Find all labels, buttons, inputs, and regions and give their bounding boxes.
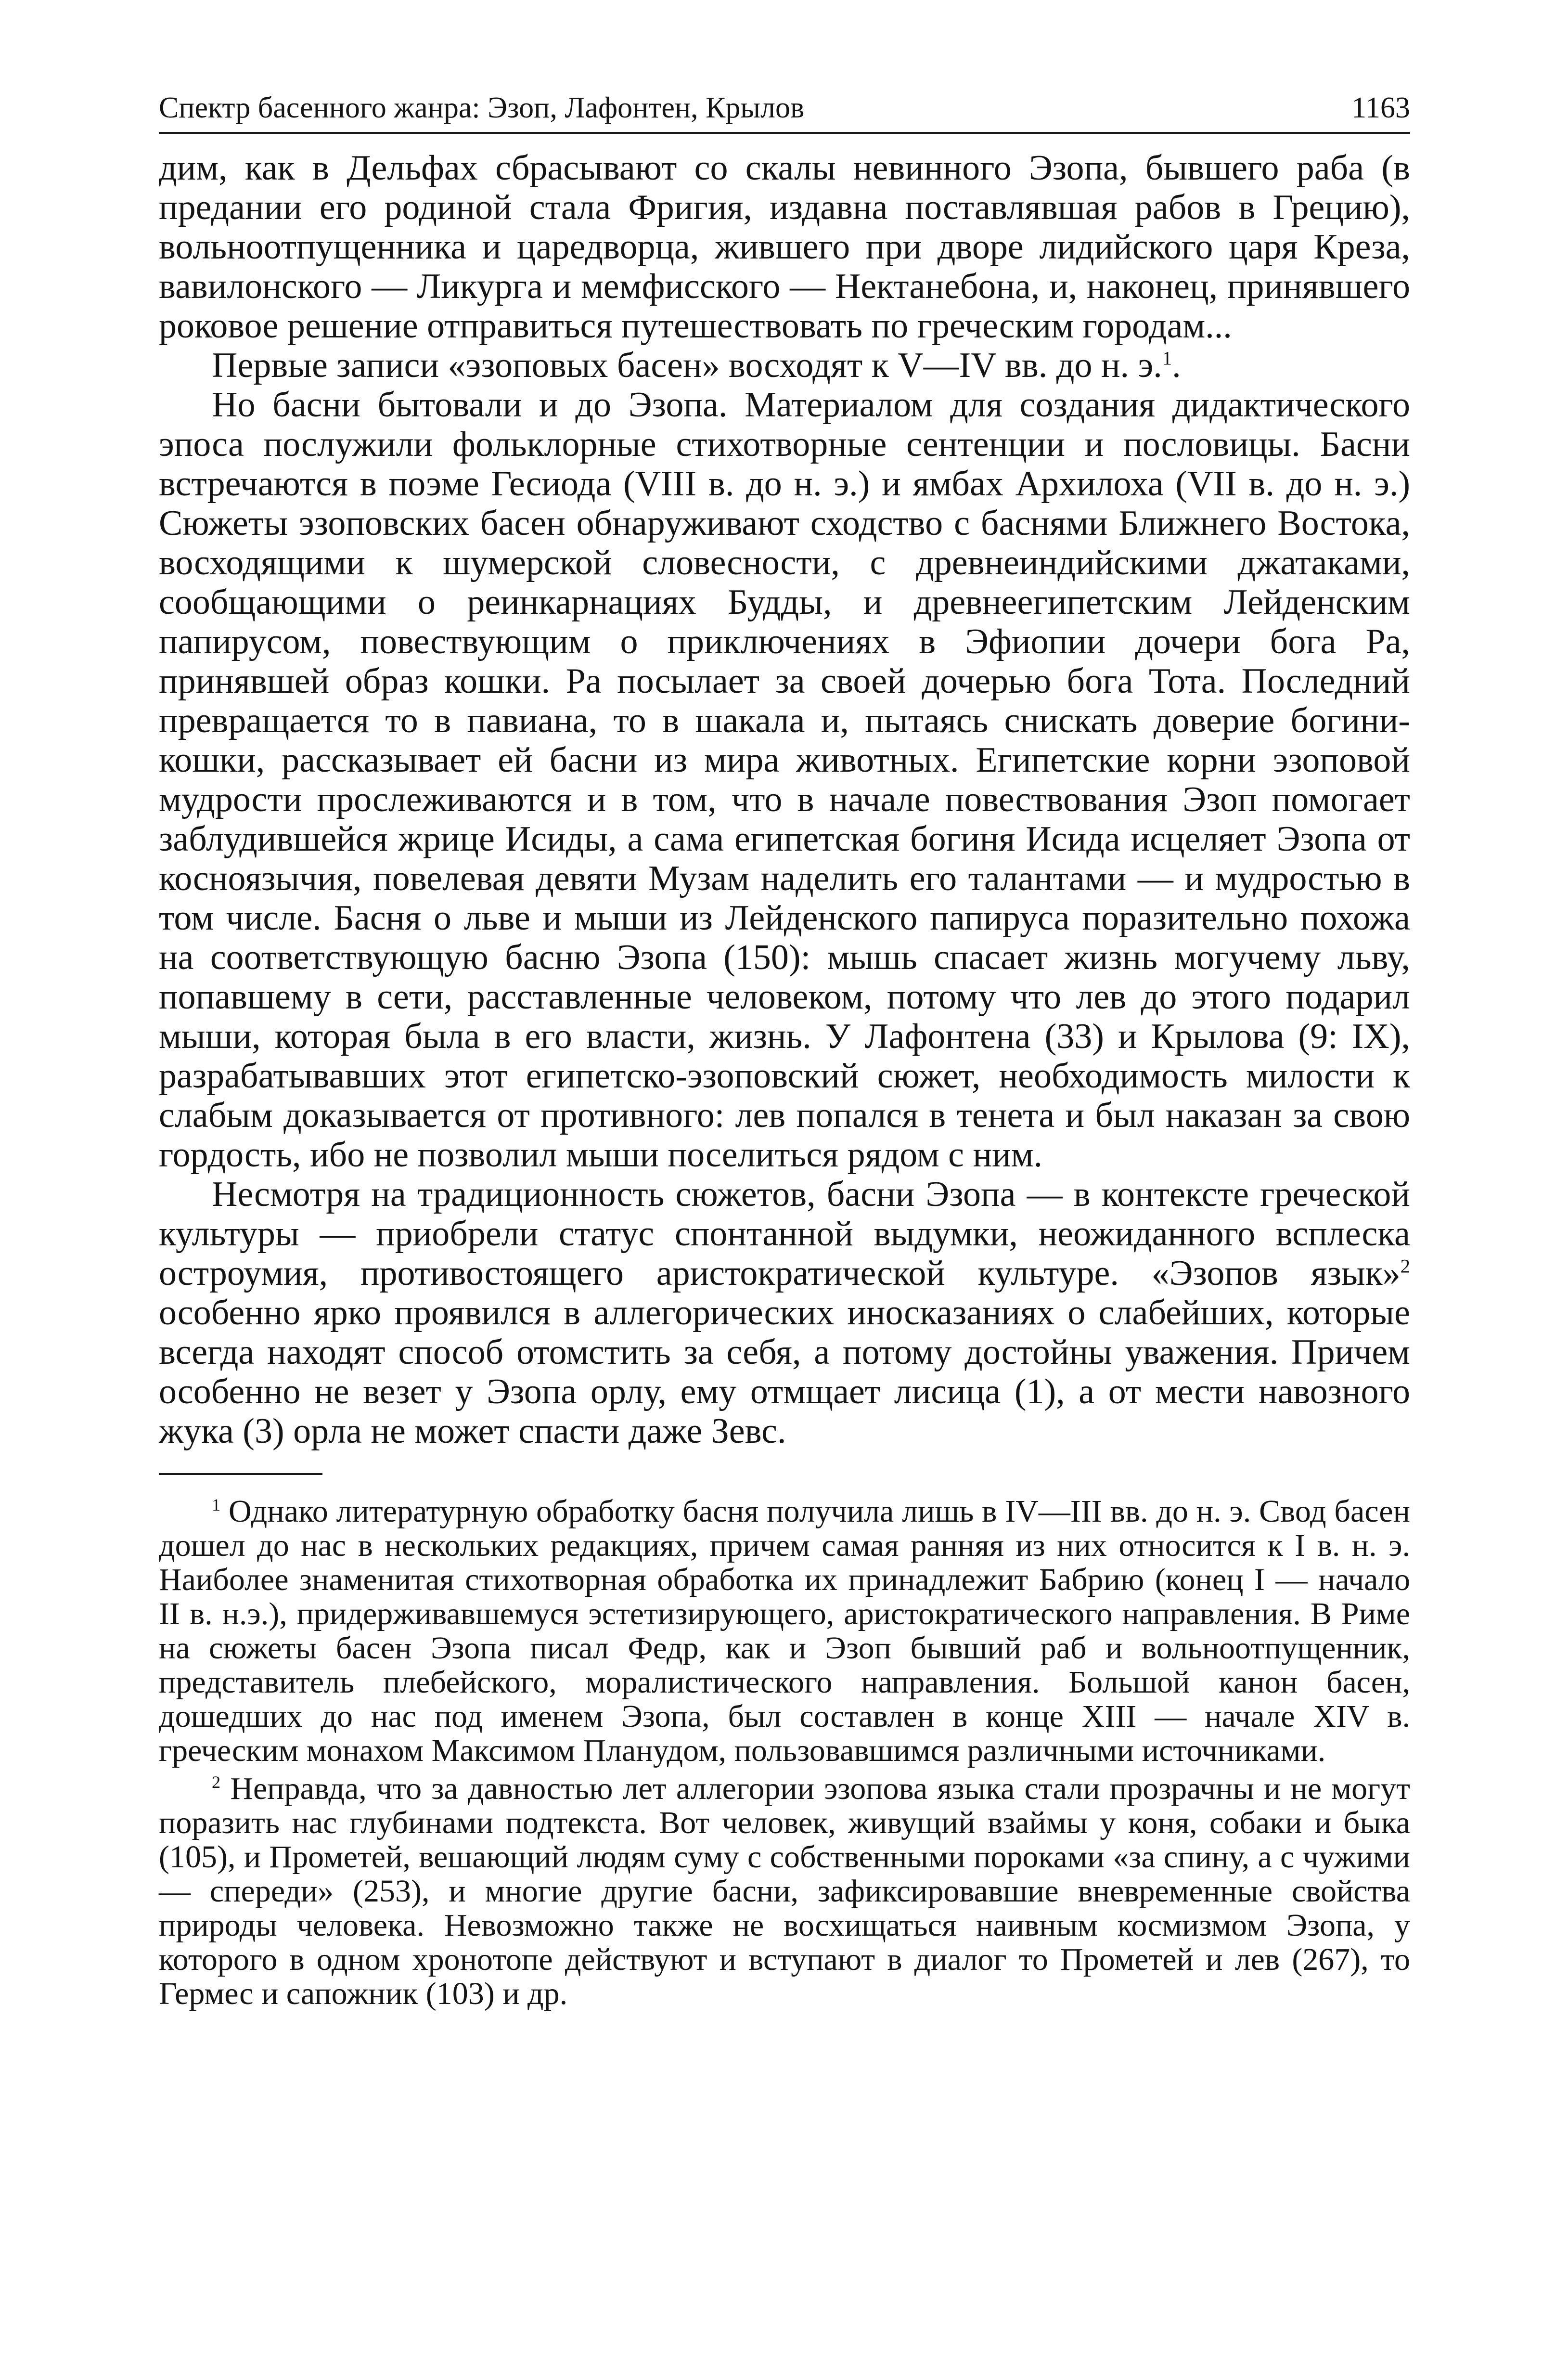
paragraph-1: дим, как в Дельфах сбрасывают со скалы невинного Эзопа, бывшего раба (в предании его родиной стала Фригия, издавна поставлявшая рабов в Грецию), вольноотпущенника и царедворца, жившего при дворе лидийского царя Креза, вавилонского — Ликурга и мемфисского — Нектанебона, и, наконец, принявшего роковое решение отправиться путешествовать по греческим городам... [159, 148, 1410, 346]
footnote-1-text: Однако литературную обработку басня получила лишь в IV—III вв. до н. э. Свод басен дошел до нас в нескольких редакциях, причем самая ранняя из них относится к I в. н. э. Наиболее знаменитая стихотворная обработка их принадлежит Бабрию (конец I — начало II в. н.э.), придерживавшемуся эстетизирующего, аристократического направления. В Риме на сюжеты басен Эзопа писал Федр, как и Эзоп бывший раб и вольноотпущенник, представитель плебейского, моралистического направления. Большой канон басен, дошедших до нас под именем Эзопа, был составлен в конце XIII — начале XIV в. греческим монахом Максимом Планудом, пользовавшимся различными источниками. [159, 1494, 1410, 1769]
paragraph-2-end: . [1172, 346, 1181, 386]
footnote-marker-1: 1 [212, 1495, 221, 1515]
book-page [159, 91, 1410, 2011]
paragraph-2 [159, 346, 1410, 385]
paragraph-2-text: Первые записи «эзоповых басен» восходят к V—IV вв. до н. э. [212, 346, 1162, 386]
footnote-2-text: Неправда, что за давностью лет аллегории эзопова языка стали прозрачны и не могут поразить нас глубинами подтекста. Вот человек, живущий взаймы у коня, собаки и быка (105), и Прометей, вешающий людям суму с собственными пороками «за спину, а с чужими — спереди» (253), и многие другие басни, зафиксировавшие вневременные свойства природы человека. Невозможно также не восхищаться наивным космизмом Эзопа, у которого в одном хронотопе действуют и вступают в диалог то Прометей и лев (267), то Гермес и сапожник (103) и др. [159, 1771, 1410, 2012]
running-head [159, 91, 1410, 134]
paragraph-4-text-a: Несмотря на традиционность сюжетов, басни Эзопа — в контексте греческой культуры — приобрели статус спонтанной выдумки, неожиданного всплеска остроумия, противостоящего аристократической культуре. «Эзопов язык» [159, 1175, 1410, 1293]
page-number: 1163 [1351, 91, 1410, 124]
footnote-ref-2[interactable]: 2 [1400, 1255, 1410, 1277]
footnote-2 [159, 1772, 1410, 2011]
paragraph-3: Но басни бытовали и до Эзопа. Материалом для создания дидактического эпоса послужили фольклорные стихотворные сентенции и пословицы. Басни встречаются в поэме Гесиода (VIII в. до н. э.) и ямбах Архилоха (VII в. до н. э.) Сюжеты эзоповских басен обнаруживают сходство с баснями Ближнего Востока, восходящими к шумерской словесности, с древнеиндийскими джатаками, сообщающими о реинкарнациях Будды, и древнеегипетским Лейденским папирусом, повествующим о приключениях в Эфиопии дочери бога Ра, принявшей образ кошки. Ра посылает за своей дочерью бога Тота. Последний превращается то в павиана, то в шакала и, пытаясь снискать доверие богини-кошки, рассказывает ей басни из мира животных. Египетские корни эзоповой мудрости прослеживаются и в том, что в начале повествования Эзоп помогает заблудившейся жрице Исиды, а сама египетская богиня Исида исцеляет Эзопа от косноязычия, повелевая девяти Музам наделить его талантами — и мудростью в том числе. Басня о льве и мыши из Лейденского папируса поразительно похожа на соответствующую басню Эзопа (150): мышь спасает жизнь могучему льву, попавшему в сети, расставленные человеком, потому что лев до этого подарил мыши, которая была в его власти, жизнь. У Лафонтена (33) и Крылова (9: IX), разрабатывавших этот египетско-эзоповский сюжет, необходимость милости к слабым доказывается от противного: лев попался в тенета и был наказан за свою гордость, ибо не позволил мыши поселиться рядом с ним. [159, 385, 1410, 1175]
footnote-ref-1[interactable]: 1 [1162, 347, 1172, 369]
main-text [159, 148, 1410, 1451]
paragraph-4 [159, 1175, 1410, 1451]
footnotes [159, 1494, 1410, 2011]
paragraph-4-text-b: особенно ярко проявился в аллегорических иносказаниях о слабейших, которые всегда находят способ отомстить за себя, а потому достойны уважения. Причем особенно не везет у Эзопа орлу, ему отмщает лисица (1), а от мести навозного жука (3) орла не может спасти даже Зевс. [159, 1293, 1410, 1451]
footnote-1 [159, 1494, 1410, 1768]
running-title: Спектр басенного жанра: Эзоп, Лафонтен, Крылов [159, 91, 805, 124]
footnote-marker-2: 2 [212, 1772, 221, 1792]
footnote-divider [159, 1473, 322, 1475]
